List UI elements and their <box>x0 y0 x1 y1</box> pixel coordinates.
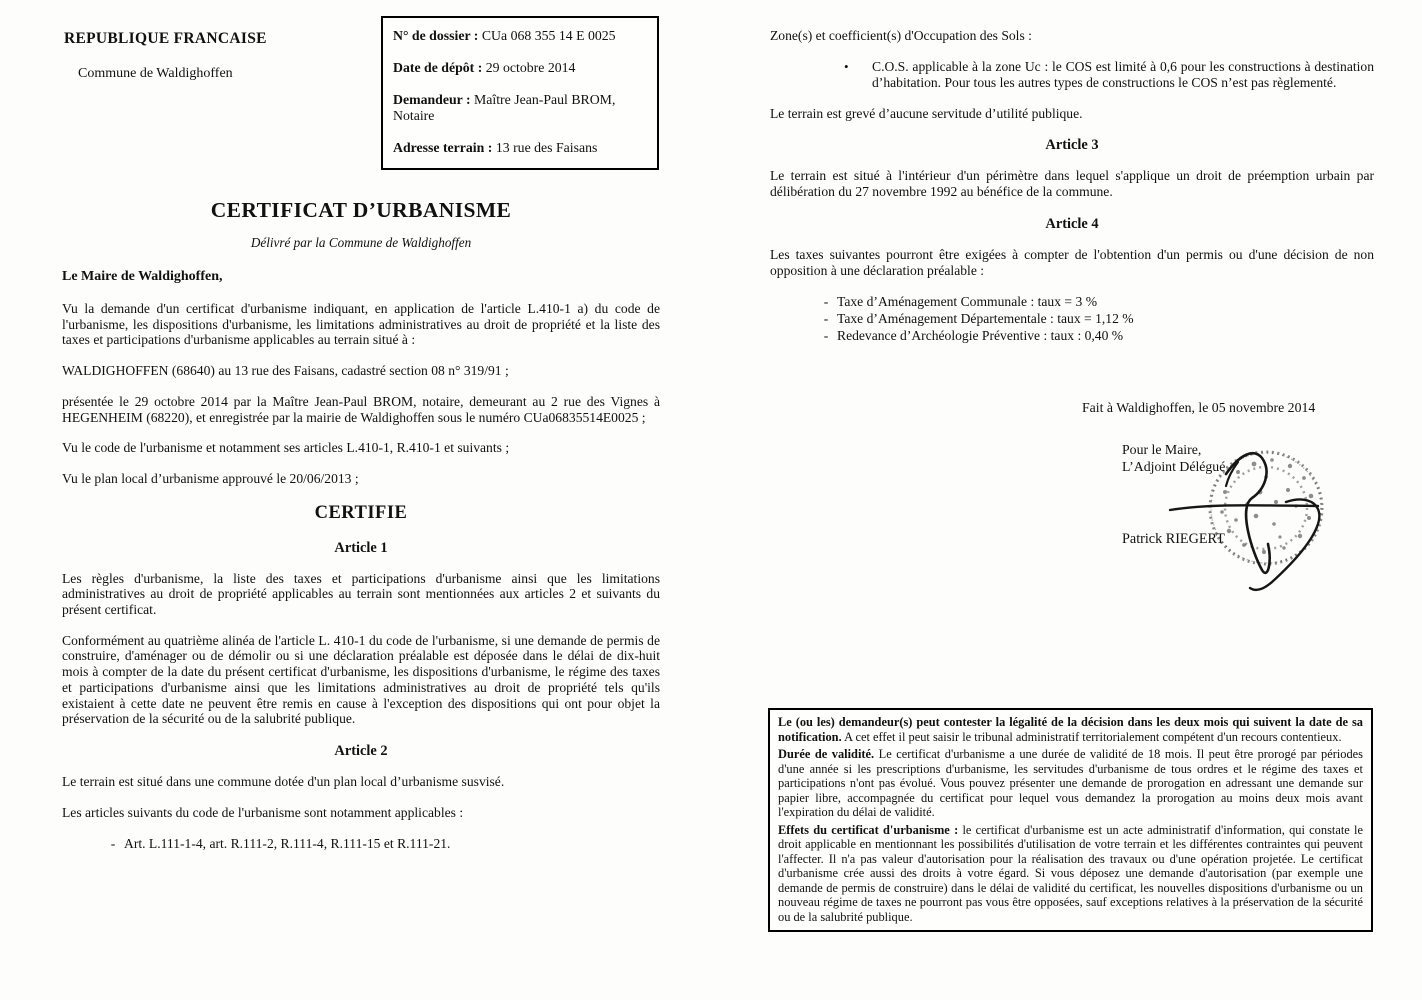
site-address-row <box>393 140 647 156</box>
article2-heading: Article 2 <box>334 742 388 759</box>
article2-code-articles: Art. L.111-1-4, art. R.111-2, R.111-4, R.111-15 et R.111-21. <box>124 836 451 852</box>
tax-departementale: Taxe d’Aménagement Départementale : taux = 1,12 % <box>837 311 1134 327</box>
article1-paragraph-2: Conformément au quatrième alinéa de l'article L. 410-1 du code de l'urbanisme, si une demande de permis de construire, d'aménager ou de démolir ou si une déclaration préalable est déposée dans le délai de dix-huit mois à compter de la date du présent certificat d'urbanisme, les dispositions d'urbanisme, le régime des taxes et participations d'urbanisme ainsi que les limitations administratives au droit de propriété tels qu'ils existaient à cette date ne peuvent être remis en cause à l'exception des dispositions qui ont pour objet la préservation de la sécurité ou de la salubrité publique. <box>62 632 660 727</box>
paragraph-terrain: WALDIGHOFFEN (68640) au 13 rue des Faisans, cadastré section 08 n° 319/91 ; <box>62 363 509 379</box>
servitude-paragraph: Le terrain est grevé d’aucune servitude d’utilité publique. <box>770 105 1083 121</box>
commune-subtitle: Commune de Waldighoffen <box>78 66 233 81</box>
article4-paragraph: Les taxes suivantes pourront être exigées à compter de l'obtention d'un permis ou d'une décision de non opposition à une déclaration préalable : <box>770 246 1374 278</box>
dossier-number-label: N° de dossier : <box>393 28 479 43</box>
applicant-row <box>393 92 647 124</box>
list-dash: - <box>823 328 829 344</box>
bullet-icon: • <box>844 58 849 74</box>
paragraph-presentee: présentée le 29 octobre 2014 par la Maître Jean-Paul BROM, notaire, demeurant au 2 rue des Vignes à HEGENHEIM (68220), et enregistrée par la mairie de Waldighoffen sous le numéro CUa06835514E0025 ; <box>62 393 660 425</box>
document-header <box>64 30 364 82</box>
applicant-value: Maître Jean-Paul BROM, Notaire <box>393 92 616 123</box>
signature-role-block <box>1122 442 1374 475</box>
deposit-date-label: Date de dépôt : <box>393 60 483 75</box>
notice-effects-bold: Effets du certificat d'urbanisme : <box>778 822 959 837</box>
salutation: Le Maire de Waldighoffen, <box>62 269 223 284</box>
tax-communale: Taxe d’Aménagement Communale : taux = 3 % <box>837 294 1098 310</box>
cos-bullet-item <box>770 59 1374 92</box>
republic-title: REPUBLIQUE FRANCAISE <box>64 30 267 47</box>
tax-archeologie: Redevance d’Archéologie Préventive : taux : 0,40 % <box>837 328 1124 344</box>
zones-heading: Zone(s) et coefficient(s) d'Occupation des Sols : <box>770 28 1032 43</box>
signature-role-line2: L’Adjoint Délégué <box>1122 458 1226 474</box>
taxes-list <box>770 293 1374 344</box>
page-subtitle: Délivré par la Commune de Waldighoffen <box>250 235 472 250</box>
paragraph-vu-plan: Vu le plan local d’urbanisme approuvé le 20/06/2013 ; <box>62 470 359 486</box>
article4-heading: Article 4 <box>1045 215 1099 232</box>
deposit-date-value: 29 octobre 2014 <box>485 60 576 75</box>
article2-paragraph-1: Le terrain est situé dans une commune dotée d'un plan local d’urbanisme susvisé. <box>62 773 505 789</box>
left-column <box>62 198 660 867</box>
applicant-label: Demandeur : <box>393 92 471 107</box>
page-title: CERTIFICAT D’URBANISME <box>210 198 512 222</box>
list-dash: - <box>823 311 829 327</box>
article1-paragraph-1: Les règles d'urbanisme, la liste des taxes et participations d'urbanisme ainsi que les limitations administratives au droit de propriété applicables au terrain sont mentionnées aux articles 2 et suivants du présent certificat. <box>62 570 660 618</box>
deposit-date-row <box>393 60 647 76</box>
notice-effects-rest: le certificat d'urbanisme est un acte administratif d'information, qui constate le droit applicable en mentionnant les possibilités d'utilisation de votre terrain et les différentes contraintes qui peuvent l'affecter. Il n'a pas valeur d'autorisation pour la réalisation des travaux ou d'une opération projetée. Le certificat d'urbanisme crée aussi des droits à votre égard. Si vous déposez une demande d'autorisation (par exemple une demande de permis de construire) dans le délai de validité du certificat, les nouvelles dispositions d'urbanisme ou un nouveau régime de taxes ne pourront pas vous être opposées, sauf exceptions relatives à la préservation de la sécurité ou de la salubrité publique. <box>778 822 1363 924</box>
list-item <box>815 327 1374 344</box>
notice-validity-paragraph <box>778 747 1363 820</box>
notice-validity-bold: Durée de validité. <box>778 747 875 761</box>
list-item <box>815 293 1374 310</box>
paragraph-vu-demande: Vu la demande d'un certificat d'urbanisme indiquant, en application de l'article L.410-1 a) du code de l'urbanisme, les dispositions d'urbanisme, les limitations administratives au droit de propriété et la liste des taxes et participations d'urbanisme applicables au terrain situé à : <box>62 301 660 348</box>
list-item <box>815 310 1374 327</box>
dossier-number-row <box>393 28 647 44</box>
notice-contest-bold: Le (ou les) demandeur(s) peut contester la légalité de la décision dans les deux mois qui suivent la date de sa notification. <box>778 715 1363 744</box>
signatory-name: Patrick RIEGERT <box>1122 531 1225 548</box>
list-dash: - <box>823 294 829 310</box>
dossier-number-value: CUa 068 355 14 E 0025 <box>481 28 616 43</box>
list-dash: - <box>110 836 116 852</box>
site-address-value: 13 rue des Faisans <box>495 140 598 155</box>
dossier-info-box <box>381 16 659 170</box>
signature-role-line1: Pour le Maire, <box>1122 442 1202 458</box>
site-address-label: Adresse terrain : <box>393 140 493 155</box>
place-date-line: Fait à Waldighoffen, le 05 novembre 2014 <box>1082 400 1316 416</box>
article3-paragraph: Le terrain est situé à l'intérieur d'un périmètre dans lequel s'applique un droit de préemption urbain par délibération du 27 novembre 1992 au bénéfice de la commune. <box>770 168 1374 200</box>
certifie-heading: CERTIFIE <box>314 502 408 523</box>
notice-contest-rest: A cet effet il peut saisir le tribunal administratif territorialement compétent d'un recours contentieux. <box>841 729 1342 744</box>
article2-paragraph-2: Les articles suivants du code de l'urbanisme sont notamment applicables : <box>62 804 464 820</box>
cos-text: C.O.S. applicable à la zone Uc : le COS est limité à 0,6 pour les constructions à destination d’habitation. Pour tous les autres types de constructions le COS n’est pas règlementé. <box>872 58 1374 91</box>
right-column <box>770 28 1374 548</box>
article1-heading: Article 1 <box>334 539 388 556</box>
article2-code-list <box>62 835 660 852</box>
legal-notice-box <box>768 708 1373 932</box>
paragraph-vu-code: Vu le code de l'urbanisme et notamment ses articles L.410-1, R.410-1 et suivants ; <box>62 440 510 456</box>
list-item <box>102 835 660 852</box>
notice-validity-rest: Le certificat d'urbanisme a une durée de validité de 18 mois. Il peut être prorogé par périodes d'une année si les prescriptions d'urbanisme, les servitudes d'urbanisme de tous ordres et le régime des taxes et participations n'ont pas évolué. Vous pouvez présenter une demande de prorogation en adressant une demande sur papier libre, accompagnée du certificat pour lequel vous demandez la prorogation au moins deux mois avant l'expiration du délai de validité. <box>778 747 1363 819</box>
article3-heading: Article 3 <box>1045 137 1099 154</box>
notice-contest-paragraph <box>778 715 1363 744</box>
notice-effects-paragraph <box>778 823 1363 925</box>
